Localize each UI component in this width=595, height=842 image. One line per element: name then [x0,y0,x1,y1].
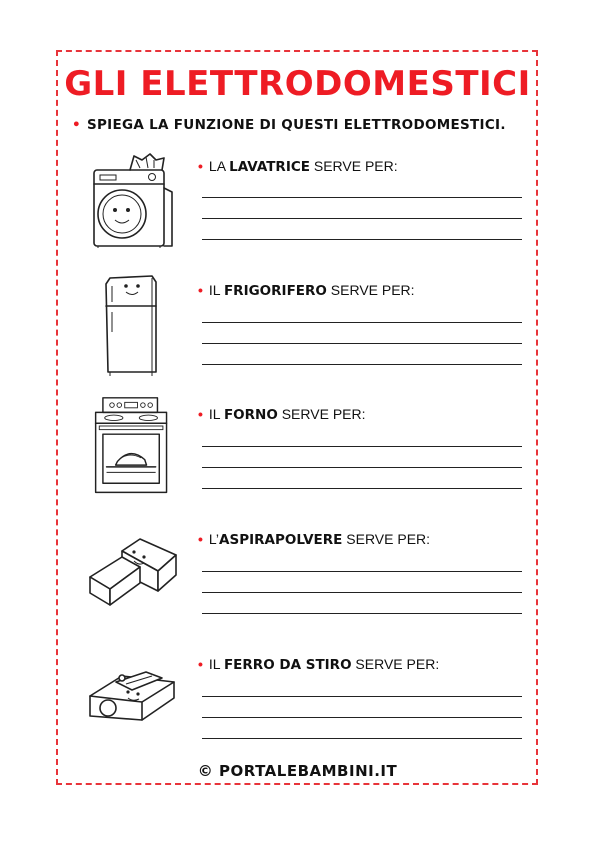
footer-copyright: © PORTALEBAMBINI.IT [197,762,398,780]
exercise-row-lavatrice [72,148,532,258]
prompt-prefix: IL [208,282,224,298]
bullet: • [198,406,203,422]
appliance-name: FERRO DA STIRO [223,657,352,673]
fridge-icon [82,272,182,372]
writing-line[interactable] [202,467,522,468]
exercise-row-forno [72,396,532,506]
writing-line[interactable] [202,197,522,198]
writing-line[interactable] [202,488,522,489]
writing-line[interactable] [202,322,522,323]
prompt-suffix: SERVE PER: [277,406,366,422]
bullet: • [198,531,203,547]
instruction-text: SPIEGA LA FUNZIONE DI QUESTI ELETTRODOMESTICI. [86,117,506,133]
exercise-row-ferro-da-stiro [72,646,532,756]
prompt-prefix: IL [208,656,224,672]
prompt-suffix: SERVE PER: [326,282,415,298]
exercise-row-aspirapolvere [72,521,532,631]
prompt-prefix: IL [208,406,224,422]
bullet: • [198,282,203,298]
appliance-name: FRIGORIFERO [223,283,327,299]
washing-machine-icon [82,148,182,248]
page-title: GLI ELETTRODOMESTICI [64,64,531,104]
eraser-icon [82,521,182,621]
writing-line[interactable] [202,738,522,739]
writing-line[interactable] [202,218,522,219]
oven-icon [82,396,182,496]
bullet: • [198,158,203,174]
pencil-sharpener-icon [82,646,182,746]
writing-line[interactable] [202,364,522,365]
exercise-row-frigorifero [72,272,532,382]
writing-line[interactable] [202,239,522,240]
writing-line[interactable] [202,613,522,614]
writing-line[interactable] [202,571,522,572]
appliance-name: ASPIRAPOLVERE [219,532,343,548]
prompt-aspirapolvere [198,531,430,548]
prompt-suffix: SERVE PER: [309,158,398,174]
prompt-suffix: SERVE PER: [342,531,431,547]
appliance-name: FORNO [223,407,278,423]
prompt-frigorifero [198,282,415,299]
writing-line[interactable] [202,592,522,593]
writing-line[interactable] [202,343,522,344]
prompt-suffix: SERVE PER: [351,656,440,672]
prompt-prefix: LA [208,158,230,174]
writing-line[interactable] [202,446,522,447]
prompt-prefix: L’ [208,531,220,547]
prompt-lavatrice [198,158,398,175]
prompt-ferro-da-stiro [198,656,439,673]
writing-line[interactable] [202,696,522,697]
prompt-forno [198,406,366,423]
bullet: • [198,656,203,672]
appliance-name: LAVATRICE [229,159,310,175]
bullet: • [72,117,81,133]
writing-line[interactable] [202,717,522,718]
instruction [72,117,506,133]
